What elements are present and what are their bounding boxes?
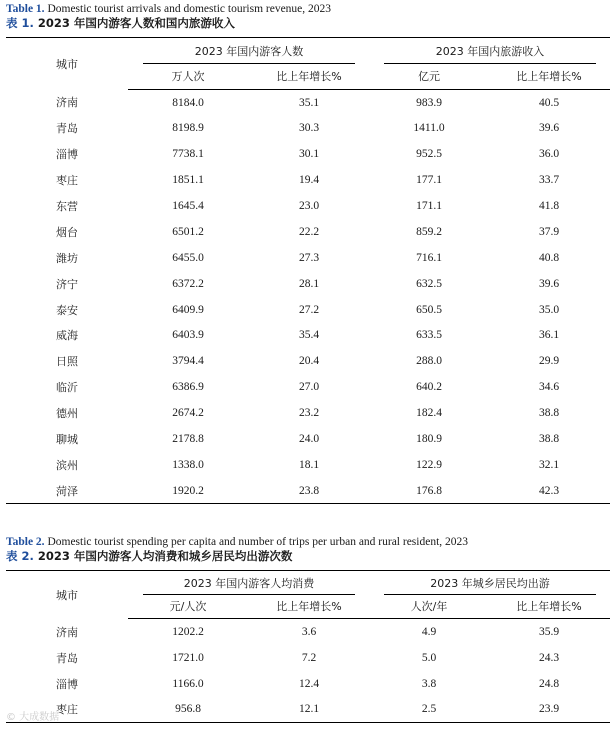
cell-col2: 27.2 — [298, 303, 320, 316]
cell-col2: 23.2 — [298, 407, 320, 420]
cell-city: 淄博 — [56, 148, 78, 162]
cell-col1: 3794.4 — [172, 355, 204, 368]
table-row — [6, 645, 610, 671]
cell-col1: 8198.9 — [172, 122, 204, 135]
cell-col4: 38.8 — [538, 407, 560, 420]
table2 — [6, 570, 610, 723]
table2-label-zh: 表 2. — [6, 549, 34, 563]
cell-col1: 1851.1 — [172, 174, 204, 187]
cell-col3: 716.1 — [416, 251, 442, 264]
table2-header-sub2: 比上年增长% — [248, 595, 370, 619]
table-row — [6, 671, 610, 697]
cell-col3: 182.4 — [416, 407, 442, 420]
cell-city: 济南 — [56, 625, 78, 639]
table-row — [6, 400, 610, 426]
cell-col3: 122.9 — [416, 458, 442, 471]
table-row — [6, 323, 610, 349]
cell-col2: 27.3 — [298, 251, 320, 264]
cell-col4: 23.9 — [488, 697, 610, 723]
cell-col4: 40.8 — [538, 251, 560, 264]
table2-header-sub1: 元/人次 — [128, 595, 248, 619]
cell-col4: 37.9 — [538, 225, 560, 238]
cell-city: 枣庄 — [56, 174, 78, 188]
cell-col1: 6455.0 — [172, 251, 204, 264]
cell-col3: 176.8 — [370, 478, 488, 504]
cell-city: 德州 — [56, 407, 78, 421]
cell-col2: 23.0 — [298, 200, 320, 212]
table-row — [6, 426, 610, 452]
table1-header-group1: 2023 年国内游客人数 — [128, 38, 370, 64]
table2-header-sub4: 比上年增长% — [488, 595, 610, 619]
cell-col4: 40.5 — [538, 96, 560, 109]
cell-col4: 42.3 — [488, 478, 610, 504]
cell-col1: 1645.4 — [172, 200, 204, 212]
cell-city: 济宁 — [56, 277, 78, 291]
table2-label-en: Table 2. — [6, 536, 45, 548]
table-row — [6, 219, 610, 245]
table-row — [6, 167, 610, 193]
cell-col1: 2674.2 — [172, 407, 204, 420]
table-row — [6, 348, 610, 374]
cell-col3: 859.2 — [416, 225, 442, 238]
cell-col4: 41.8 — [538, 200, 560, 212]
cell-col1: 956.8 — [128, 697, 248, 723]
cell-col3: 2.5 — [370, 697, 488, 723]
cell-col2: 35.4 — [298, 329, 320, 342]
table-row — [6, 193, 610, 219]
cell-col3: 171.1 — [416, 200, 442, 212]
cell-col1: 6403.9 — [172, 329, 204, 342]
table1-label-en: Table 1. — [6, 3, 45, 15]
cell-city: 日照 — [56, 355, 78, 369]
table-row — [6, 271, 610, 297]
cell-col3: 1411.0 — [413, 122, 445, 135]
table-row — [6, 141, 610, 167]
cell-col2: 18.1 — [298, 458, 320, 471]
cell-col3: 4.9 — [421, 625, 437, 638]
table2-title-zh: 2023 年国内游客人均消费和城乡居民均出游次数 — [33, 549, 293, 563]
cell-city: 枣庄 — [6, 697, 128, 723]
cell-col3: 633.5 — [416, 329, 442, 342]
table2-header-group2: 2023 年城乡居民均出游 — [370, 571, 610, 595]
cell-city: 潍坊 — [56, 251, 78, 265]
cell-col2: 22.2 — [298, 225, 320, 238]
cell-col4: 39.6 — [538, 122, 560, 135]
cell-city: 淄博 — [56, 677, 78, 691]
cell-col3: 180.9 — [416, 433, 442, 446]
cell-col4: 39.6 — [538, 277, 560, 290]
cell-col1: 6386.9 — [172, 381, 204, 394]
table1-header-sub1: 万人次 — [128, 64, 248, 90]
cell-city: 青岛 — [56, 122, 78, 136]
cell-col1: 2178.8 — [172, 433, 204, 446]
cell-col4: 38.8 — [538, 433, 560, 446]
table1-caption-en — [6, 2, 331, 16]
cell-col3: 650.5 — [416, 303, 442, 316]
table2-header-group1: 2023 年国内游客人均消费 — [128, 571, 370, 595]
cell-col2: 30.1 — [298, 148, 320, 161]
cell-col4: 36.0 — [538, 148, 560, 161]
table1-header-sub2: 比上年增长% — [248, 64, 370, 90]
cell-col1: 6501.2 — [172, 225, 204, 238]
table1-label-zh: 表 1. — [6, 16, 34, 30]
table-row — [6, 245, 610, 271]
cell-col3: 5.0 — [421, 651, 437, 664]
cell-city: 泰安 — [56, 303, 78, 317]
cell-city: 滨州 — [56, 458, 78, 472]
cell-col2: 23.8 — [248, 478, 370, 504]
table2-header-sub3: 人次/年 — [370, 595, 488, 619]
watermark-text: © 大成数据 — [6, 712, 60, 723]
cell-col3: 640.2 — [416, 381, 442, 394]
cell-city: 青岛 — [56, 651, 78, 665]
cell-city: 东营 — [56, 200, 78, 213]
table1-header-sub4: 比上年增长% — [488, 64, 610, 90]
table1-caption-zh — [6, 16, 235, 30]
cell-col1: 6409.9 — [172, 303, 204, 316]
cell-city: 临沂 — [56, 381, 78, 395]
cell-col2: 7.2 — [301, 651, 317, 664]
cell-col3: 983.9 — [416, 96, 442, 109]
cell-col4: 24.3 — [538, 651, 560, 664]
cell-city: 威海 — [56, 329, 78, 343]
cell-col4: 24.8 — [538, 677, 560, 690]
cell-city: 烟台 — [56, 225, 78, 239]
cell-col1: 1338.0 — [172, 458, 204, 471]
cell-col2: 35.1 — [298, 96, 320, 109]
table2-header-city: 城市 — [6, 571, 128, 619]
table-row — [6, 619, 610, 645]
cell-col2: 30.3 — [298, 122, 320, 135]
cell-col1: 6372.2 — [172, 277, 204, 290]
cell-col3: 632.5 — [416, 277, 442, 290]
cell-col4: 34.6 — [538, 381, 560, 394]
table2-caption-zh — [6, 549, 292, 563]
cell-col2: 24.0 — [298, 433, 320, 446]
table-row — [6, 697, 610, 723]
table2-title-en: Domestic tourist spending per capita and number of trips per urban and rural resident, 2023 — [44, 536, 469, 548]
cell-col2: 19.4 — [298, 174, 320, 187]
cell-col4: 36.1 — [538, 329, 560, 342]
cell-col2: 28.1 — [298, 277, 320, 290]
cell-col2: 3.6 — [301, 625, 317, 638]
cell-col1: 1920.2 — [128, 478, 248, 504]
cell-col2: 20.4 — [298, 355, 320, 368]
table-row — [6, 90, 610, 116]
table1 — [6, 37, 610, 504]
cell-col1: 1202.2 — [172, 625, 204, 638]
table-row — [6, 115, 610, 141]
table1-header-group2: 2023 年国内旅游收入 — [370, 38, 610, 64]
cell-col4: 35.0 — [538, 303, 560, 316]
table-row — [6, 478, 610, 504]
table-row — [6, 452, 610, 478]
table1-title-zh: 2023 年国内游客人数和国内旅游收入 — [33, 16, 235, 30]
cell-col3: 177.1 — [416, 174, 442, 187]
table1-title-en: Domestic tourist arrivals and domestic tourism revenue, 2023 — [44, 3, 332, 15]
cell-col1: 8184.0 — [172, 96, 204, 109]
cell-city: 聊城 — [56, 433, 78, 447]
cell-col4: 29.9 — [538, 355, 560, 368]
cell-city: 济南 — [56, 96, 78, 110]
cell-col1: 7738.1 — [172, 148, 204, 161]
cell-col2: 27.0 — [298, 381, 320, 394]
cell-col2: 12.4 — [298, 677, 320, 690]
table2-caption-en — [6, 535, 468, 549]
table1-header-city: 城市 — [6, 38, 128, 90]
cell-col4: 35.9 — [538, 625, 560, 638]
cell-col4: 33.7 — [538, 174, 560, 187]
cell-col3: 3.8 — [421, 677, 437, 690]
table-row — [6, 374, 610, 400]
cell-col4: 32.1 — [538, 458, 560, 471]
cell-col3: 288.0 — [416, 355, 442, 368]
cell-col1: 1721.0 — [172, 651, 204, 664]
table1-header-sub3: 亿元 — [370, 64, 488, 90]
cell-col3: 952.5 — [416, 148, 442, 161]
cell-col2: 12.1 — [248, 697, 370, 723]
table-row — [6, 297, 610, 323]
cell-city: 菏泽 — [6, 478, 128, 504]
cell-col1: 1166.0 — [172, 677, 204, 690]
